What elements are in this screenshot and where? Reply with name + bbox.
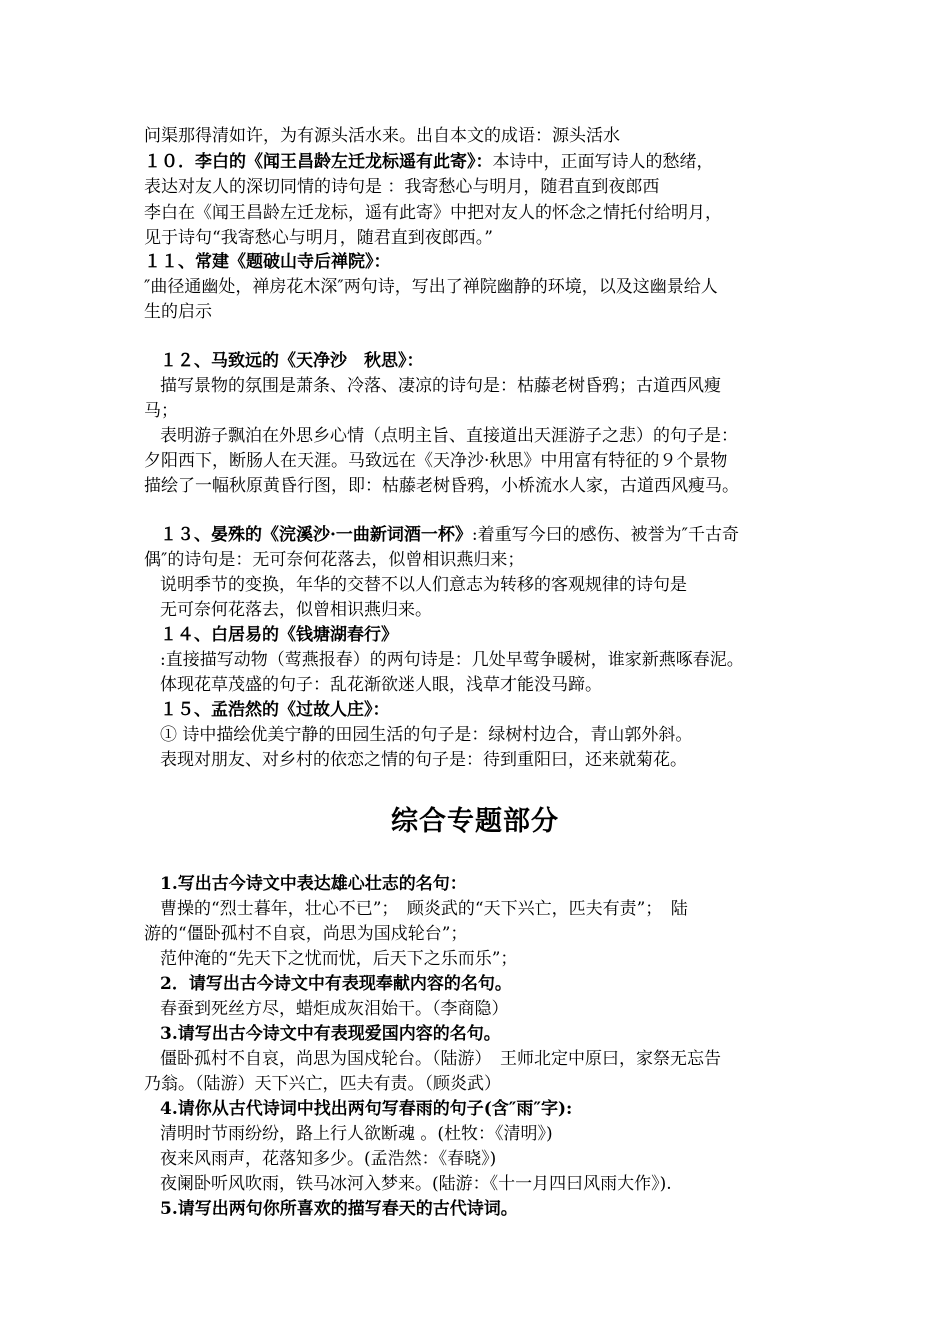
text-line: 描写景物的氛围是萧条、冷落、凄凉的诗句是：枯藤老树昏鸦；古道西风瘦 — [160, 376, 721, 396]
text-line: 游的“僵卧孤村不自哀，尚思为国戍轮台”； — [144, 924, 468, 944]
topic-3-heading: 3.请写出古今诗文中有表现爱国内容的名句。 — [160, 1024, 501, 1044]
item-13-line — [160, 523, 840, 547]
text-line: 表现对朋友、对乡村的依恋之情的句子是：待到重阳曰，还来就菊花。 — [160, 750, 687, 770]
item-10-text: 本诗中，正面写诗人的愁绪， — [492, 152, 714, 172]
item-13-text: :着重写今曰的感伤、被誉为″千古奇 — [471, 525, 739, 545]
text-line: 夜阑卧听风吹雨，铁马冰河入梦来。(陆游：《十一月四曰风雨大作》). — [160, 1174, 672, 1194]
section-title: 综合专题部分 — [391, 806, 559, 837]
text-line: 体现花草茂盛的句子：乱花渐欲迷人眼，浅草才能没马蹄。 — [160, 675, 602, 695]
text-line: 表明游子飘泊在外思乡心情（点明主旨、直接道出天涯游子之悲）的句子是： — [160, 426, 738, 446]
text-line: 乃翁。（陆游）天下兴亡，匹夫有责。（顾炎武） — [144, 1074, 501, 1094]
text-line: 偶″的诗句是：无可奈何花落去，似曾相识燕归来； — [144, 550, 525, 570]
text-line: 表达对友人的深切同情的诗句是 ：我寄愁心与明月，随君直到夜郎西 — [144, 177, 660, 197]
item-15-heading: １５、孟浩然的《过故人庄》： — [160, 700, 390, 720]
text-line: 描绘了一幅秋原黄昏行图，即：枯藤老树昏鸦，小桥流水人家，古道西风瘦马。 — [144, 476, 739, 496]
text-line: 曹操的“烈士暮年，壮心不已”； 顾炎武的“天下兴亡，匹夫有责”； 陆 — [160, 899, 688, 919]
item-12-heading: １２、马致远的《天净沙 秋思》： — [160, 351, 424, 371]
text-line: 马； — [144, 401, 178, 421]
topic-5-heading: 5.请写出两句你所喜欢的描写春天的古代诗词。 — [160, 1199, 518, 1219]
topic-1-heading: 1.写出古今诗文中表达雄心壮志的名句： — [160, 874, 467, 894]
text-line: 夜来风雨声，花落知多少。(孟浩然：《春晓》) — [160, 1149, 497, 1169]
topic-2-heading: 2．请写出古今诗文中有表现奉献内容的名句。 — [160, 974, 512, 994]
item-14-heading: １４、白居易的《钱塘湖春行》 — [160, 625, 398, 645]
text-line: 范仲淹的“先天下之忧而忧，后天下之乐而乐”； — [160, 949, 518, 969]
item-10-line — [144, 150, 824, 174]
text-line: 夕阳西下，断肠人在天涯。马致远在《天净沙·秋思》中用富有特征的９个景物 — [144, 451, 728, 471]
text-line: :直接描写动物（莺燕报春）的两句诗是：几处早莺争暖树，谁家新燕啄春泥。 — [160, 650, 744, 670]
text-line: 说明季节的变换，年华的交替不以人们意志为转移的客观规律的诗句是 — [160, 575, 687, 595]
text-line: 春蚕到死丝方尽，蜡炬成灰泪始干。（李商隐） — [160, 999, 509, 1019]
text-line: 问渠那得清如许，为有源头活水来。出自本文的成语：源头活水 — [144, 126, 620, 146]
text-line: 生的启示 — [144, 302, 212, 322]
text-line: ″曲径通幽处，禅房花木深″两句诗，写出了禅院幽静的环境，以及这幽景给人 — [144, 277, 718, 297]
text-line: 李白在《闻王昌龄左迁龙标，遥有此寄》中把对友人的怀念之情托付给明月， — [144, 203, 722, 223]
topic-4-heading: 4.请你从古代诗词中找出两句写春雨的句子(含″雨″字): — [160, 1099, 573, 1119]
text-line: ① 诗中描绘优美宁静的田园生活的句子是：绿树村边合，青山郭外斜。 — [160, 725, 693, 745]
text-line: 清明时节雨纷纷，路上行人欲断魂 。(杜牧：《清明》) — [160, 1124, 553, 1144]
text-line: 僵卧孤村不自哀，尚思为国戍轮台。（陆游） 王师北定中原曰，家祭无忘告 — [160, 1049, 721, 1069]
text-line: 无可奈何花落去，似曾相识燕归来。 — [160, 600, 432, 620]
text-line: 见于诗句“我寄愁心与明月，随君直到夜郎西。” — [144, 228, 493, 248]
item-11-heading: １１、常建《题破山寺后禅院》： — [144, 252, 391, 272]
item-13-heading: １３、晏殊的《浣溪沙·一曲新词酒一杯》 — [160, 525, 472, 545]
item-10-heading: １０．李白的《闻王昌龄左迁龙标遥有此寄》： — [144, 152, 493, 172]
